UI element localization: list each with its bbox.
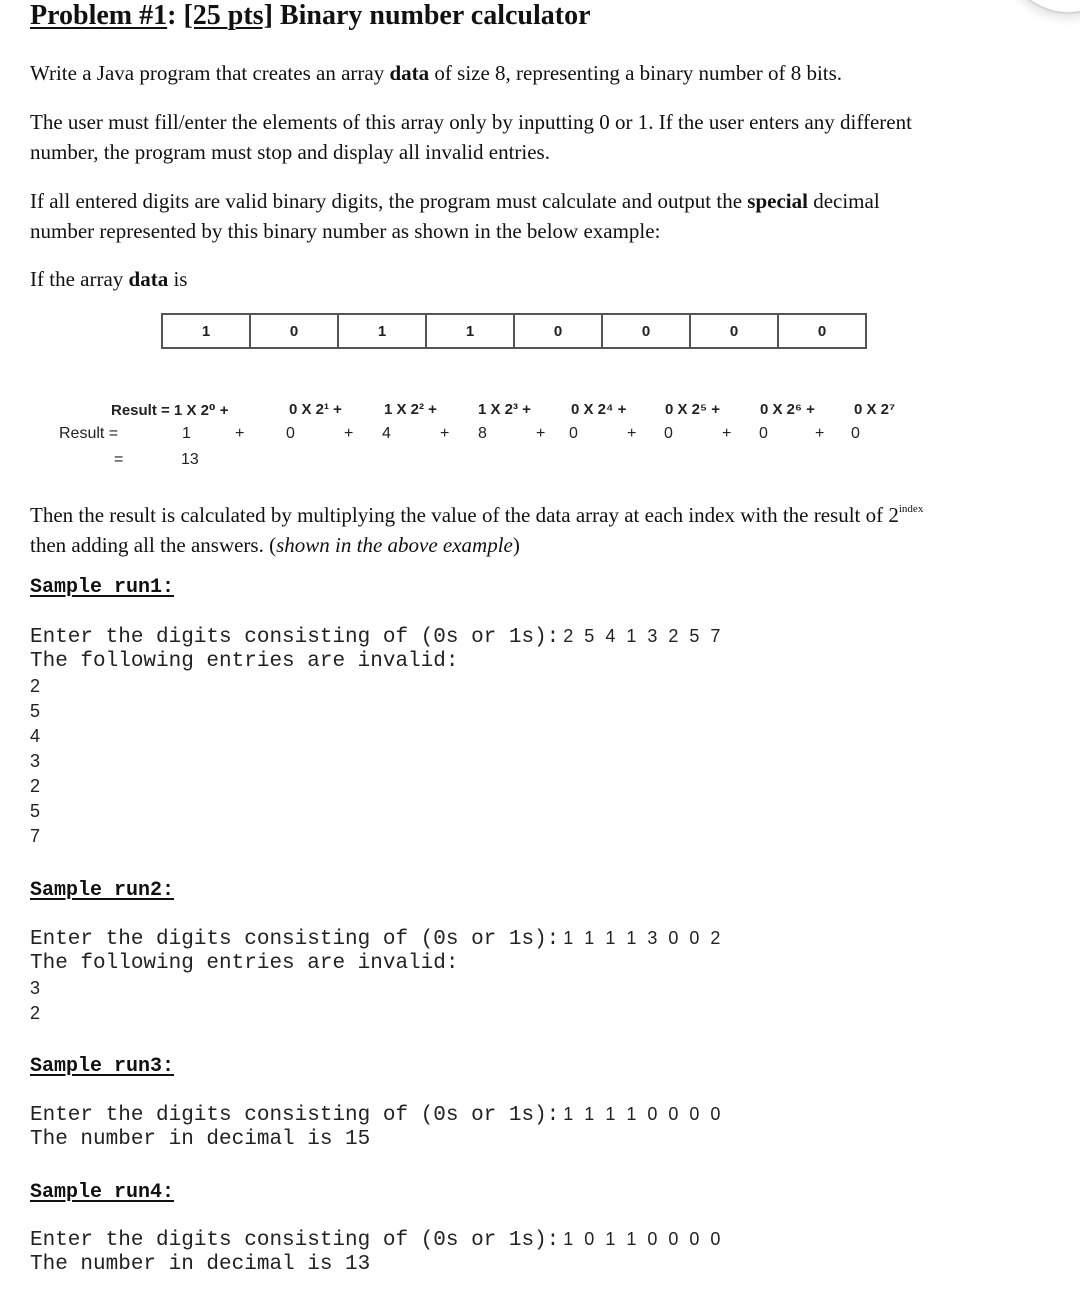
run2-invalid-entry: 2 <box>30 1003 41 1023</box>
calc-term: 0 X 2⁵ + <box>665 401 720 418</box>
calc-plus: + <box>722 425 732 442</box>
run1-prompt: Enter the digits consisting of (0s or 1s): <box>30 626 560 649</box>
array-cell: 1 <box>426 314 514 348</box>
p4-text-c: is <box>168 267 188 291</box>
explanation-line2 <box>30 530 923 560</box>
calc-value: 0 <box>851 425 860 442</box>
calc-row2-label: Result = <box>59 425 119 442</box>
sample-run3-output <box>30 1102 723 1152</box>
data-array-row <box>162 314 866 348</box>
p3-line1 <box>30 186 880 216</box>
paragraph-array-intro <box>30 264 187 294</box>
calc-value: 4 <box>382 425 391 442</box>
calc-term: 0 X 2⁶ + <box>760 401 815 418</box>
p3-bold-special: special <box>747 189 808 213</box>
p3-text-c: decimal <box>807 189 880 213</box>
sample-run3-heading: Sample run3: <box>30 1055 175 1078</box>
run1-invalid-entry: 4 <box>30 726 41 746</box>
calc-term: 0 X 2⁴ + <box>571 401 627 418</box>
calc-row1-label: Result = 1 X 2⁰ + <box>111 402 229 419</box>
run1-invalid-entry: 2 <box>30 676 41 696</box>
calc-value: 0 <box>759 425 768 442</box>
run3-input: 1 1 1 1 0 0 0 0 <box>563 1104 724 1124</box>
run1-invalid-entry: 7 <box>30 826 41 846</box>
explanation-text-a: then adding all the answers. ( <box>30 533 277 557</box>
problem-number: Problem #1 <box>30 0 168 31</box>
p3-line2: number represented by this binary number as shown in the below example: <box>30 219 661 243</box>
explanation-line1 <box>30 496 923 530</box>
explanation-italic: shown in the above example <box>276 533 513 557</box>
paragraph-input-rules <box>30 107 912 167</box>
calc-term: 1 X 2³ + <box>478 401 531 418</box>
run2-prompt: Enter the digits consisting of (0s or 1s): <box>30 928 560 951</box>
p2-line2: number, the program must stop and display all invalid entries. <box>30 140 550 164</box>
array-cell: 1 <box>162 314 250 348</box>
p4-bold-data: data <box>128 267 169 291</box>
run3-message: The number in decimal is 15 <box>30 1128 371 1151</box>
calc-term: 1 X 2² + <box>384 401 437 418</box>
run4-input: 1 0 1 1 0 0 0 0 <box>563 1229 724 1249</box>
page-corner-arc <box>996 0 1080 14</box>
run1-invalid-entry: 2 <box>30 776 41 796</box>
sample-run4-heading: Sample run4: <box>30 1181 175 1204</box>
run4-prompt: Enter the digits consisting of (0s or 1s): <box>30 1229 560 1252</box>
calc-value: 0 <box>664 425 673 442</box>
calc-value: 1 <box>182 425 191 442</box>
run1-invalid-entry: 3 <box>30 751 41 771</box>
calc-value: 8 <box>478 425 487 442</box>
array-cell: 0 <box>514 314 602 348</box>
run1-invalid-entry: 5 <box>30 801 41 821</box>
explanation-text: Then the result is calculated by multiplying the value of the data array at each index with the result of 2 <box>30 503 899 527</box>
array-cell: 0 <box>778 314 866 348</box>
p4-text-a: If the array <box>30 267 129 291</box>
problem-title <box>30 0 591 32</box>
array-cell: 0 <box>602 314 690 348</box>
calc-plus: + <box>235 425 245 442</box>
run1-input: 2 5 4 1 3 2 5 7 <box>563 626 724 646</box>
calc-plus: + <box>440 425 450 442</box>
calc-value: 0 <box>286 425 295 442</box>
sample-run4-output <box>30 1227 723 1277</box>
array-cell: 0 <box>690 314 778 348</box>
run1-invalid-entry: 5 <box>30 701 41 721</box>
run3-prompt: Enter the digits consisting of (0s or 1s): <box>30 1104 560 1127</box>
problem-points: [25 pts] <box>183 0 273 31</box>
run4-message: The number in decimal is 13 <box>30 1253 371 1276</box>
calc-plus: + <box>815 425 825 442</box>
p1-text-a: Write a Java program that creates an array <box>30 61 390 85</box>
p1-bold-data: data <box>389 61 430 85</box>
data-array-table <box>161 313 867 349</box>
sample-run1-output <box>30 624 723 849</box>
paragraph-explanation <box>30 496 923 560</box>
explanation-text-c: ) <box>512 533 520 557</box>
run2-message: The following entries are invalid: <box>30 952 459 975</box>
p3-text-a: If all entered digits are valid binary digits, the program must calculate and output the <box>30 189 748 213</box>
p1-text-c: of size 8, representing a binary number of 8 bits. <box>429 61 843 85</box>
run1-message: The following entries are invalid: <box>30 650 459 673</box>
calc-plus: + <box>344 425 354 442</box>
calc-plus: + <box>627 425 637 442</box>
calc-total: 13 <box>181 451 199 468</box>
calc-plus: + <box>536 425 546 442</box>
run2-input: 1 1 1 1 3 0 0 2 <box>563 928 724 948</box>
title-colon: : <box>167 0 177 31</box>
array-cell: 0 <box>250 314 338 348</box>
sample-run2-heading: Sample run2: <box>30 879 175 902</box>
calc-equals: = <box>114 451 124 468</box>
calc-value: 0 <box>569 425 578 442</box>
paragraph-intro <box>30 58 842 88</box>
calc-term: 0 X 2¹ + <box>289 401 342 418</box>
explanation-superscript: index <box>898 503 924 515</box>
problem-name: Binary number calculator <box>279 0 591 31</box>
p2-line1: The user must fill/enter the elements of this array only by inputting 0 or 1. If the user enters any different <box>30 110 912 134</box>
run2-invalid-entry: 3 <box>30 978 41 998</box>
sample-run1-heading: Sample run1: <box>30 576 175 599</box>
sample-run2-output <box>30 926 723 1026</box>
calc-term: 0 X 2⁷ <box>854 401 896 418</box>
array-cell: 1 <box>338 314 426 348</box>
paragraph-output-rules <box>30 186 880 246</box>
